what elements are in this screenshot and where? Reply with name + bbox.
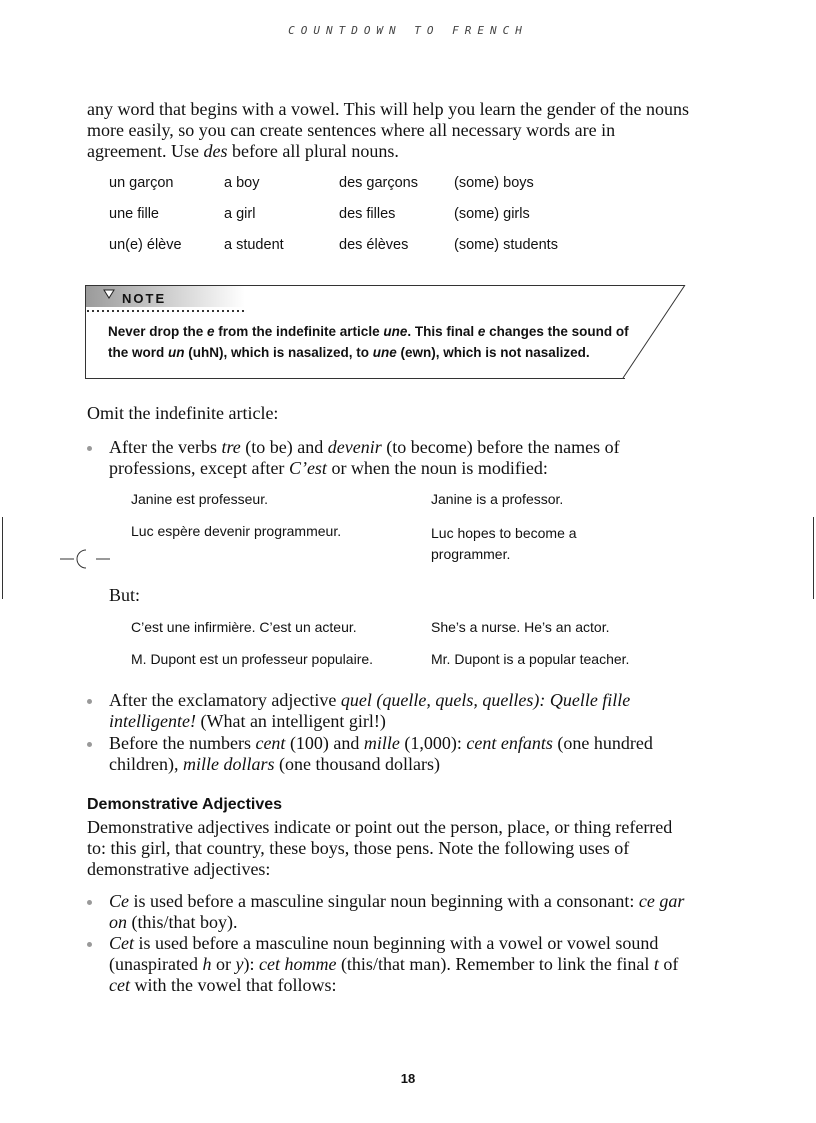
vocab-cell: (some) students [454, 237, 558, 253]
note-emphasis: une [383, 324, 408, 339]
intro-text: any word that begins with a vowel. This will help you learn the gender of the nouns more easily, so you can create sentences where all necessary words are in agreement. Use [87, 99, 690, 161]
text-emphasis: cet homme [258, 954, 337, 974]
bullet-item [87, 690, 692, 732]
text-part: After the verbs [109, 437, 222, 457]
bullet-dot [87, 446, 92, 451]
text-part: is used before a masculine noun beginning with a vowel or vowel sound (unaspirated [109, 933, 659, 974]
running-head: COUNTDOWN TO FRENCH [288, 24, 528, 37]
bullet-item [87, 733, 692, 775]
text-part: ): [243, 954, 259, 974]
text-part: After the exclamatory adjective [109, 690, 341, 710]
bullet-dot [87, 942, 92, 947]
note-text-part: (ewn), which is not nasalized. [396, 345, 590, 360]
bullet-text [109, 891, 692, 933]
example-english: Mr. Dupont is a popular teacher. [431, 651, 630, 667]
bullet-dot [87, 699, 92, 704]
text-part: (100) and [285, 733, 364, 753]
bullet-text [109, 733, 692, 775]
bullet-item [87, 933, 692, 996]
bullet-item [87, 437, 692, 479]
text-emphasis: quel (quelle, quels, quelles): Quelle fille intelligente! [109, 690, 631, 731]
text-emphasis: mille dollars [182, 754, 275, 774]
text-emphasis: mille [363, 733, 400, 753]
vocab-cell: a girl [224, 206, 256, 222]
text-part: of [658, 954, 679, 974]
example-french: M. Dupont est un professeur populaire. [131, 651, 374, 667]
crop-mark-right [813, 517, 814, 599]
text-part: (to become) before the names of professions, except after [109, 437, 620, 478]
crop-mark-left [2, 517, 3, 599]
section-heading: Demonstrative Adjectives [87, 796, 283, 813]
bullet-text [109, 690, 692, 732]
but-label: But: [109, 585, 141, 605]
bullet-dot [87, 900, 92, 905]
vocab-cell: des garçons [339, 175, 418, 191]
example-english: Luc hopes to become a programmer. [431, 525, 577, 562]
intro-paragraph [87, 99, 692, 162]
text-emphasis: t [653, 954, 659, 974]
note-text-part: Never drop the [108, 324, 208, 339]
text-part: (one hundred children), [109, 733, 653, 774]
page-number: 18 [400, 1071, 416, 1086]
demo-paragraph: Demonstrative adjectives indicate or point out the person, place, or thing referred to: this girl, that country, these boys, those pens. Note the following uses of demonstrative adjectives: [87, 817, 673, 879]
text-part: or when the noun is modified: [326, 458, 548, 478]
text-emphasis: devenir [327, 437, 382, 457]
bullet-dot [87, 742, 92, 747]
vocab-cell: des élèves [339, 237, 409, 253]
vocab-cell: une fille [109, 206, 159, 222]
omit-intro: Omit the indefinite article: [87, 403, 279, 423]
example-french: C’est une infirmière. C’est un acteur. [131, 619, 357, 635]
text-emphasis: ce gar on [109, 891, 685, 932]
note-text [108, 321, 648, 363]
note-label: NOTE [122, 291, 167, 306]
text-emphasis: C’est [288, 458, 327, 478]
registration-mark-icon [60, 544, 110, 574]
intro-des: des [203, 141, 228, 161]
text-part: (What an intelligent girl!) [195, 711, 386, 731]
text-emphasis: Ce [109, 891, 129, 911]
note-emphasis: e [477, 324, 486, 339]
vocab-cell: a student [224, 237, 284, 253]
example-french: Janine est professeur. [131, 491, 268, 507]
vocab-cell: un garçon [109, 175, 174, 191]
bullet-text [109, 437, 692, 479]
text-emphasis: y [235, 954, 244, 974]
text-part: (this/that man). Remember to link the final [336, 954, 654, 974]
note-emphasis: un [168, 345, 185, 360]
text-emphasis: tre [221, 437, 241, 457]
text-part: Before the numbers [109, 733, 256, 753]
text-part: with the vowel that follows: [129, 975, 337, 995]
intro-end: before all plural nouns. [227, 141, 399, 161]
bullet-text [109, 933, 692, 996]
text-part: (to be) and [240, 437, 328, 457]
bullet-item [87, 891, 692, 933]
note-text-part: from the indefinite article [214, 324, 384, 339]
text-part: is used before a masculine singular noun beginning with a consonant: [129, 891, 639, 911]
vocab-cell: (some) girls [454, 206, 530, 222]
note-text-part: . This final [407, 324, 478, 339]
text-part: (this/that boy). [127, 912, 238, 932]
text-emphasis: h [202, 954, 212, 974]
note-emphasis: e [207, 324, 215, 339]
text-emphasis: cet [109, 975, 130, 995]
example-english: Janine is a professor. [431, 491, 564, 507]
text-part: (1,000): [399, 733, 467, 753]
text-emphasis: cent enfants [466, 733, 553, 753]
note-text-part: (uhN), which is nasalized, to [184, 345, 373, 360]
text-part: (one thousand dollars) [274, 754, 440, 774]
text-part: or [211, 954, 236, 974]
note-text-part: changes the sound of the word [108, 324, 629, 360]
note-emphasis: une [372, 345, 397, 360]
text-emphasis: cent [255, 733, 286, 753]
vocab-cell: (some) boys [454, 175, 534, 191]
vocab-cell: un(e) élève [109, 237, 182, 253]
text-emphasis: Cet [109, 933, 134, 953]
vocab-cell: des filles [339, 206, 396, 222]
example-english: She’s a nurse. He’s an actor. [431, 619, 610, 635]
vocab-cell: a boy [224, 175, 260, 191]
example-french: Luc espère devenir programmeur. [131, 523, 342, 539]
note-box [85, 285, 687, 381]
